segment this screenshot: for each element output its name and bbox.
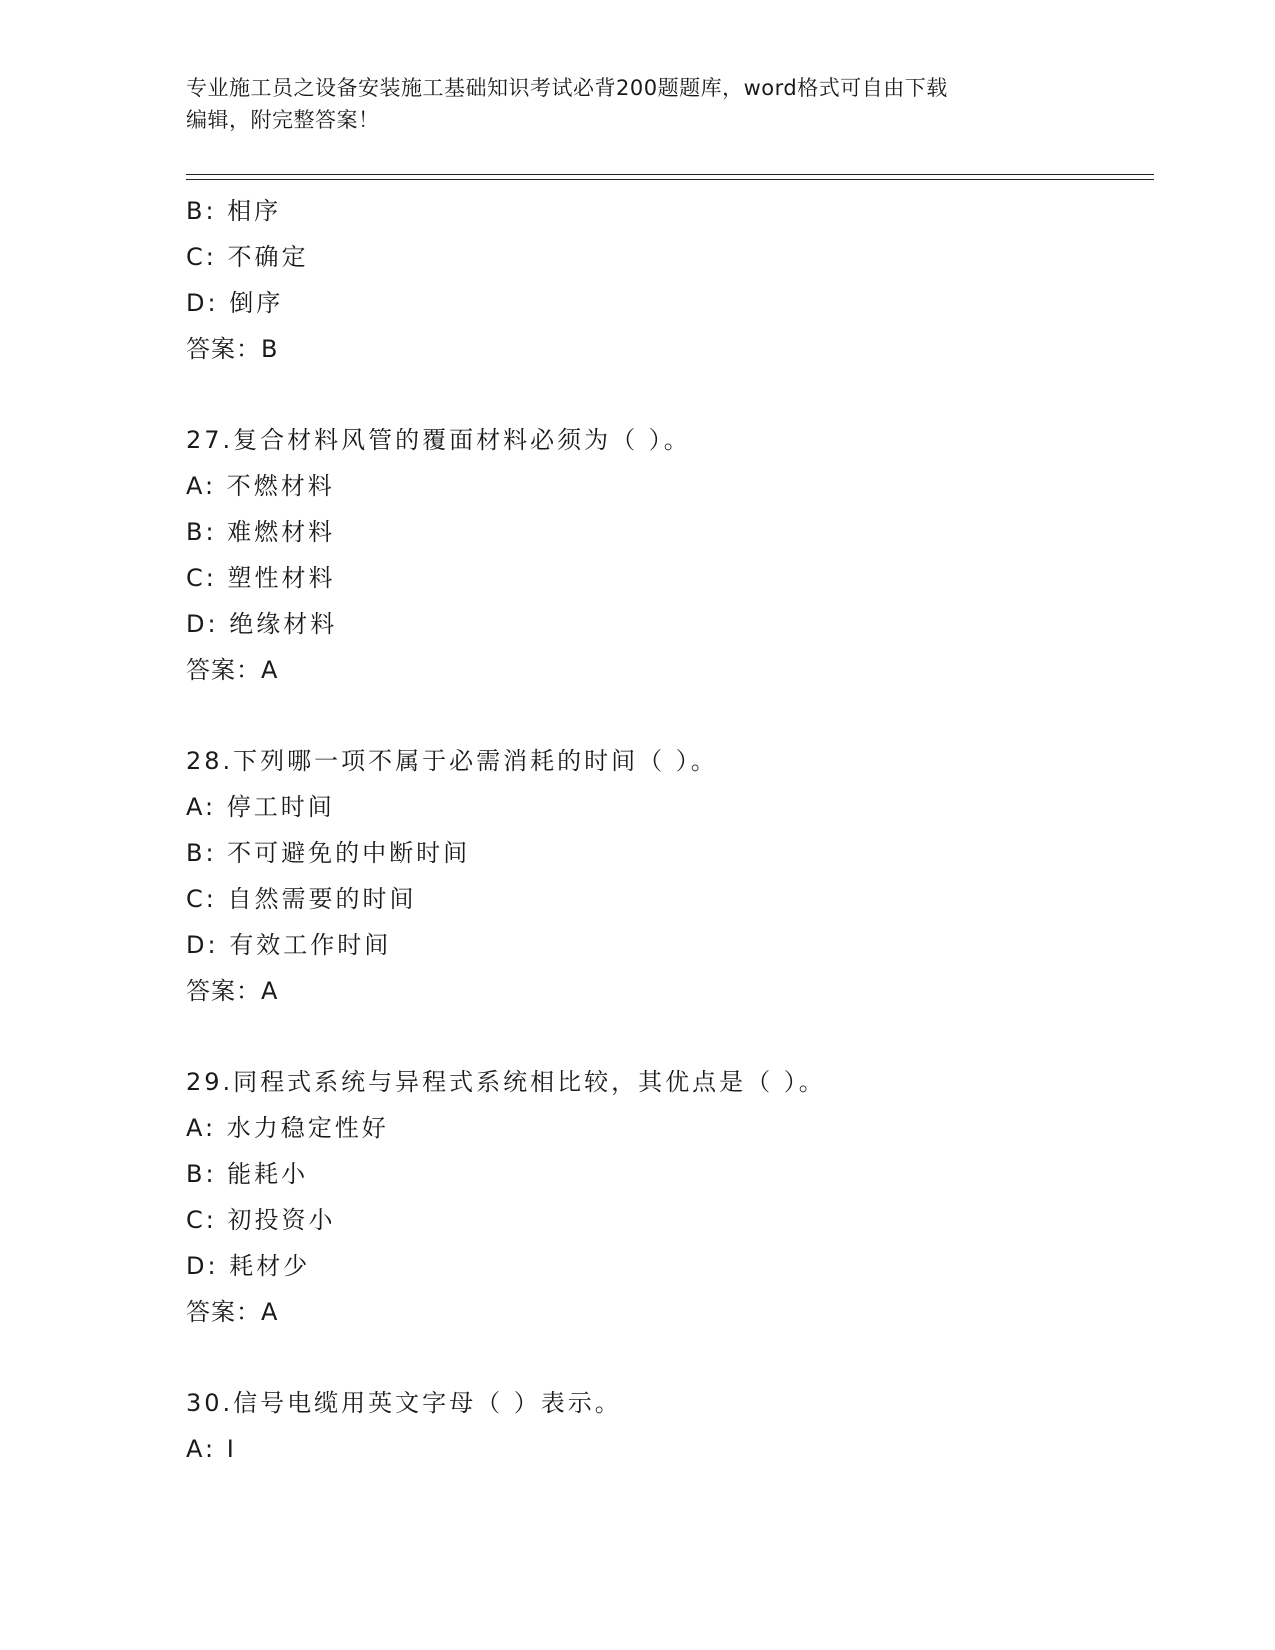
option-d: D: 有效工作时间 xyxy=(186,931,392,959)
header-divider xyxy=(186,174,1154,180)
option-b: B: 相序 xyxy=(186,197,282,225)
option-d: D: 绝缘材料 xyxy=(186,610,338,638)
question-block xyxy=(186,1380,1154,1472)
answer-line: 答案：A xyxy=(186,1298,279,1326)
answer-line: 答案：A xyxy=(186,977,279,1005)
question-stem: 28.下列哪一项不属于必需消耗的时间（ ）。 xyxy=(186,747,718,775)
question-block xyxy=(186,188,1154,372)
block-spacer xyxy=(186,693,1154,738)
option-b: B: 能耗小 xyxy=(186,1160,309,1188)
question-block xyxy=(186,738,1154,1014)
question-stem: 29.同程式系统与异程式系统相比较，其优点是（ ）。 xyxy=(186,1068,826,1096)
question-stem: 27.复合材料风管的覆面材料必须为（ ）。 xyxy=(186,426,691,454)
option-a: A: 不燃材料 xyxy=(186,472,335,500)
answer-line: 答案：A xyxy=(186,656,279,684)
block-spacer xyxy=(186,1014,1154,1059)
option-a: A: I xyxy=(186,1435,237,1463)
block-spacer xyxy=(186,1335,1154,1380)
option-d: D: 倒序 xyxy=(186,289,284,317)
page-header xyxy=(186,72,1086,136)
option-d: D: 耗材少 xyxy=(186,1252,311,1280)
option-b: B: 不可避免的中断时间 xyxy=(186,839,471,867)
answer-line: 答案：B xyxy=(186,335,279,363)
option-a: A: 停工时间 xyxy=(186,793,335,821)
question-list xyxy=(186,188,1154,1472)
block-spacer xyxy=(186,372,1154,417)
option-c: C: 初投资小 xyxy=(186,1206,336,1234)
question-block xyxy=(186,417,1154,693)
option-b: B: 难燃材料 xyxy=(186,518,336,546)
option-c: C: 自然需要的时间 xyxy=(186,885,417,913)
option-c: C: 塑性材料 xyxy=(186,564,336,592)
question-stem: 30.信号电缆用英文字母（ ）表示。 xyxy=(186,1389,622,1417)
option-a: A: 水力稳定性好 xyxy=(186,1114,389,1142)
question-block xyxy=(186,1059,1154,1335)
header-title-line-2: 编辑，附完整答案！ xyxy=(186,108,380,132)
option-c: C: 不确定 xyxy=(186,243,309,271)
header-title-line-1: 专业施工员之设备安装施工基础知识考试必背200题题库，word格式可自由下载 xyxy=(186,76,948,100)
